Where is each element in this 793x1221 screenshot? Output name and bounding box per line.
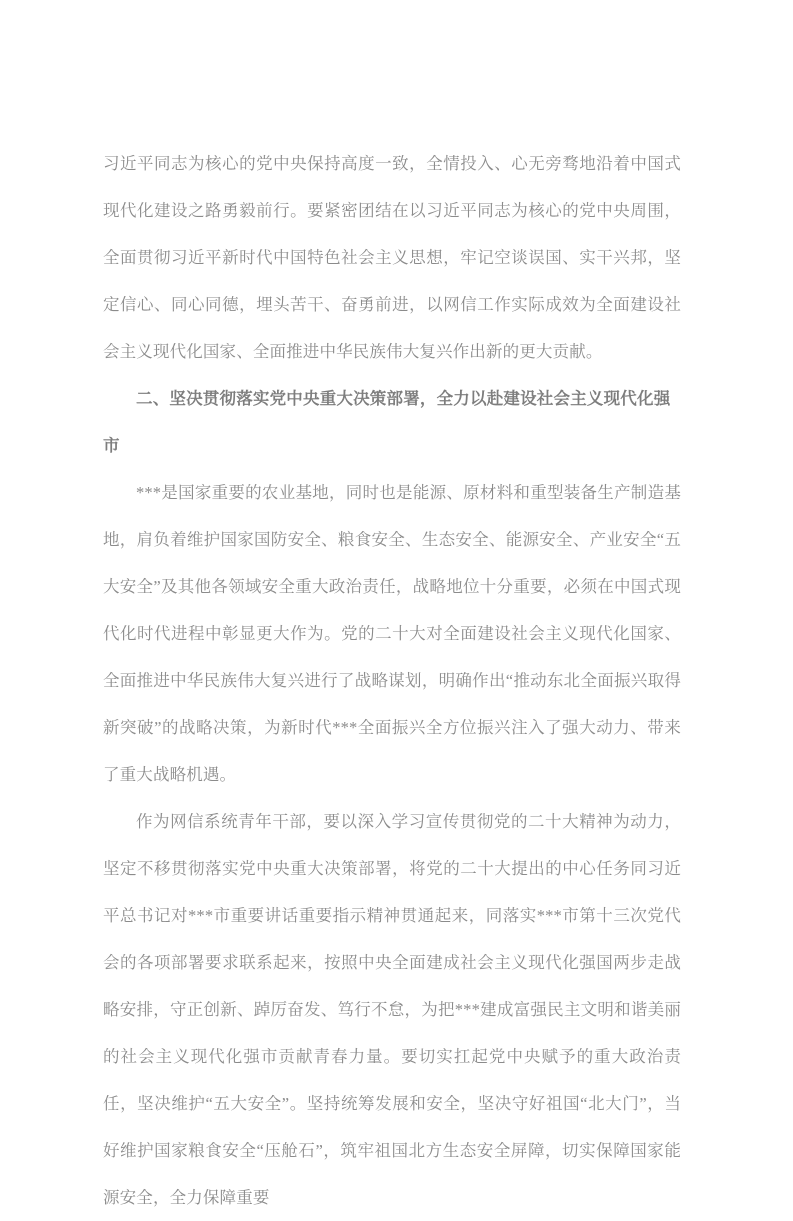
document-body xyxy=(103,140,681,1221)
paragraph-young-cadres: 作为网信系统青年干部，要以深入学习宣传贯彻党的二十大精神为动力，坚定不移贯彻落实党中央重大决策部署，将党的二十大提出的中心任务同习近平总书记对***市重要讲话重要指示精神贯通起来，同落实***市第十三次党代会的各项部署要求联系起来，按照中央全面建成社会主义现代化强国两步走战略安排，守正创新、踔厉奋发、笃行不怠，为把***建成富强民主文明和谐美丽的社会主义现代化强市贡献青春力量。要切实扛起党中央赋予的重大政治责任，坚决维护“五大安全”。坚持统筹发展和安全，坚决守好祖国“北大门”，当好维护国家粮食安全“压舱石”，筑牢祖国北方生态安全屏障，切实保障国家能源安全，全力保障重要 xyxy=(103,812,681,1207)
paragraph-strategic-base: ***是国家重要的农业基地，同时也是能源、原材料和重型装备生产制造基地，肩负着维护国家国防安全、粮食安全、生态安全、能源安全、产业安全“五大安全”及其他各领域安全重大政治责任，战略地位十分重要，必须在中国式现代化时代进程中彰显更大作为。党的二十大对全面建设社会主义现代化国家、全面推进中华民族伟大复兴进行了战略谋划，明确作出“推动东北全面振兴取得新突破”的战略决策，为新时代***全面振兴全方位振兴注入了强大动力、带来了重大战略机遇。 xyxy=(103,483,681,784)
paragraph-continuation: 习近平同志为核心的党中央保持高度一致，全情投入、心无旁骛地沿着中国式现代化建设之路勇毅前行。要紧密团结在以习近平同志为核心的党中央周围，全面贯彻习近平新时代中国特色社会主义思想，牢记空谈误国、实干兴邦，坚定信心、同心同德，埋头苦干、奋勇前进，以网信工作实际成效为全面建设社会主义现代化国家、全面推进中华民族伟大复兴作出新的更大贡献。 xyxy=(103,154,681,361)
section-heading-two: 二、坚决贯彻落实党中央重大决策部署，全力以赴建设社会主义现代化强市 xyxy=(103,389,671,455)
